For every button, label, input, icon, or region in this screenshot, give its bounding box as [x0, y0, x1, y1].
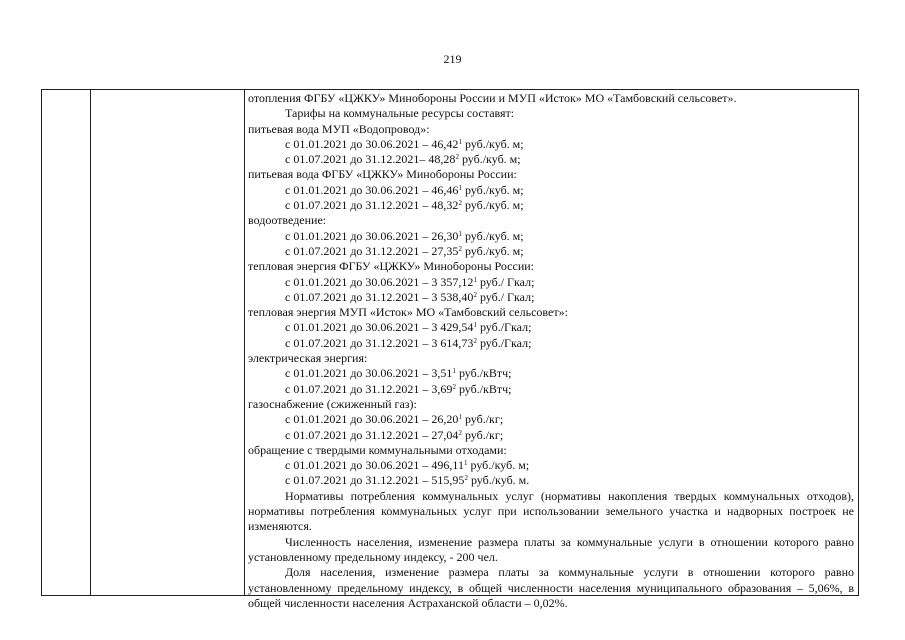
tariff-row: с 01.07.2021 до 31.12.2021 – 27,35$^2$ руб./куб. м; [285, 243, 524, 258]
tariff-row: с 01.07.2021 до 31.12.2021 – 515,95$^2$ руб./куб. м. [285, 473, 530, 488]
resource-name: тепловая энергия МУП «Исток» МО «Тамбовский сельсовет»: [248, 305, 568, 320]
tariff-row: с 01.07.2021 до 31.12.2021 – 3 538,40$^2$ руб./ Гкал; [285, 289, 535, 304]
tariff-row: с 01.01.2021 до 30.06.2021 – 46,42$^1$ руб./куб. м; [285, 136, 524, 151]
tariff-row: с 01.01.2021 до 30.06.2021 – 26,30$^1$ руб./куб. м; [285, 228, 524, 243]
tariffs-heading: Тарифы на коммунальные ресурсы составят: [285, 106, 515, 121]
intro-line: отопления ФГБУ «ЦЖКУ» Минобороны России и МУП «Исток» МО «Тамбовский сельсовет». [248, 91, 737, 105]
resource-block [248, 122, 854, 168]
tariff-row: с 01.01.2021 до 30.06.2021 – 26,20$^1$ руб./кг; [285, 412, 504, 427]
resource-block [248, 305, 854, 351]
resource-name: водоотведение: [248, 213, 327, 228]
page-number: 219 [443, 52, 462, 66]
resource-block [248, 259, 854, 305]
population-paragraph: Численность населения, изменение размера платы за коммунальные услуги в отношении которого равно установленному предельному индексу, - 200 чел. [248, 534, 854, 564]
resource-block [248, 443, 854, 489]
resource-block [248, 213, 854, 259]
tariff-row: с 01.01.2021 до 30.06.2021 – 46,46$^1$ руб./куб. м; [285, 182, 524, 197]
resource-name: электрическая энергия: [248, 351, 368, 366]
population-share-paragraph: Доля населения, изменение размера платы за коммунальные услуги в отношении которого равно установленному предельному индексу, в общей численности населения муниципального образования – 5,06%, в общей численности населения Астраханской области – 0,02%. [248, 565, 854, 610]
tariff-row: с 01.01.2021 до 30.06.2021 – 3 357,12$^1$ руб./ Гкал; [285, 274, 535, 289]
resource-block [248, 397, 854, 443]
resource-name: питьевая вода МУП «Водопровод»: [248, 121, 430, 136]
document-table [41, 89, 859, 610]
column-divider [244, 90, 245, 595]
tariff-row: с 01.07.2021 до 31.12.2021– 48,28$^2$ руб./куб. м; [285, 152, 521, 167]
norms-paragraph: Нормативы потребления коммунальных услуг (нормативы накопления твердых коммунальных отходов), нормативы потребления коммунальных услуг при использовании земельного участка и надворных построек не изменяются. [248, 488, 854, 534]
tariff-row: с 01.01.2021 до 30.06.2021 – 3 429,54$^1$ руб./Гкал; [285, 320, 532, 335]
tariff-row: с 01.07.2021 до 31.12.2021 – 3,69$^2$ руб./кВтч; [285, 381, 512, 396]
resource-name: тепловая энергия ФГБУ «ЦЖКУ» Минобороны России: [248, 259, 535, 274]
resource-block [248, 351, 854, 397]
column-divider [90, 90, 91, 595]
tariff-row: с 01.07.2021 до 31.12.2021 – 3 614,73$^2$ руб./Гкал; [285, 335, 532, 350]
tariff-row: с 01.01.2021 до 30.06.2021 – 3,51$^1$ руб./кВтч; [285, 366, 512, 381]
resource-name: обращение с твердыми коммунальными отходами: [248, 442, 507, 457]
resource-block [248, 167, 854, 213]
tariff-row: с 01.01.2021 до 30.06.2021 – 496,11$^1$ руб./куб. м; [285, 458, 530, 473]
tariff-row: с 01.07.2021 до 31.12.2021 – 27,04$^2$ руб./кг; [285, 427, 504, 442]
resource-name: питьевая вода ФГБУ «ЦЖКУ» Минобороны России: [248, 167, 517, 182]
table-cell-content [248, 91, 854, 611]
tariff-row: с 01.07.2021 до 31.12.2021 – 48,32$^2$ руб./куб. м; [285, 198, 524, 213]
resource-name: газоснабжение (сжиженный газ): [248, 396, 417, 411]
